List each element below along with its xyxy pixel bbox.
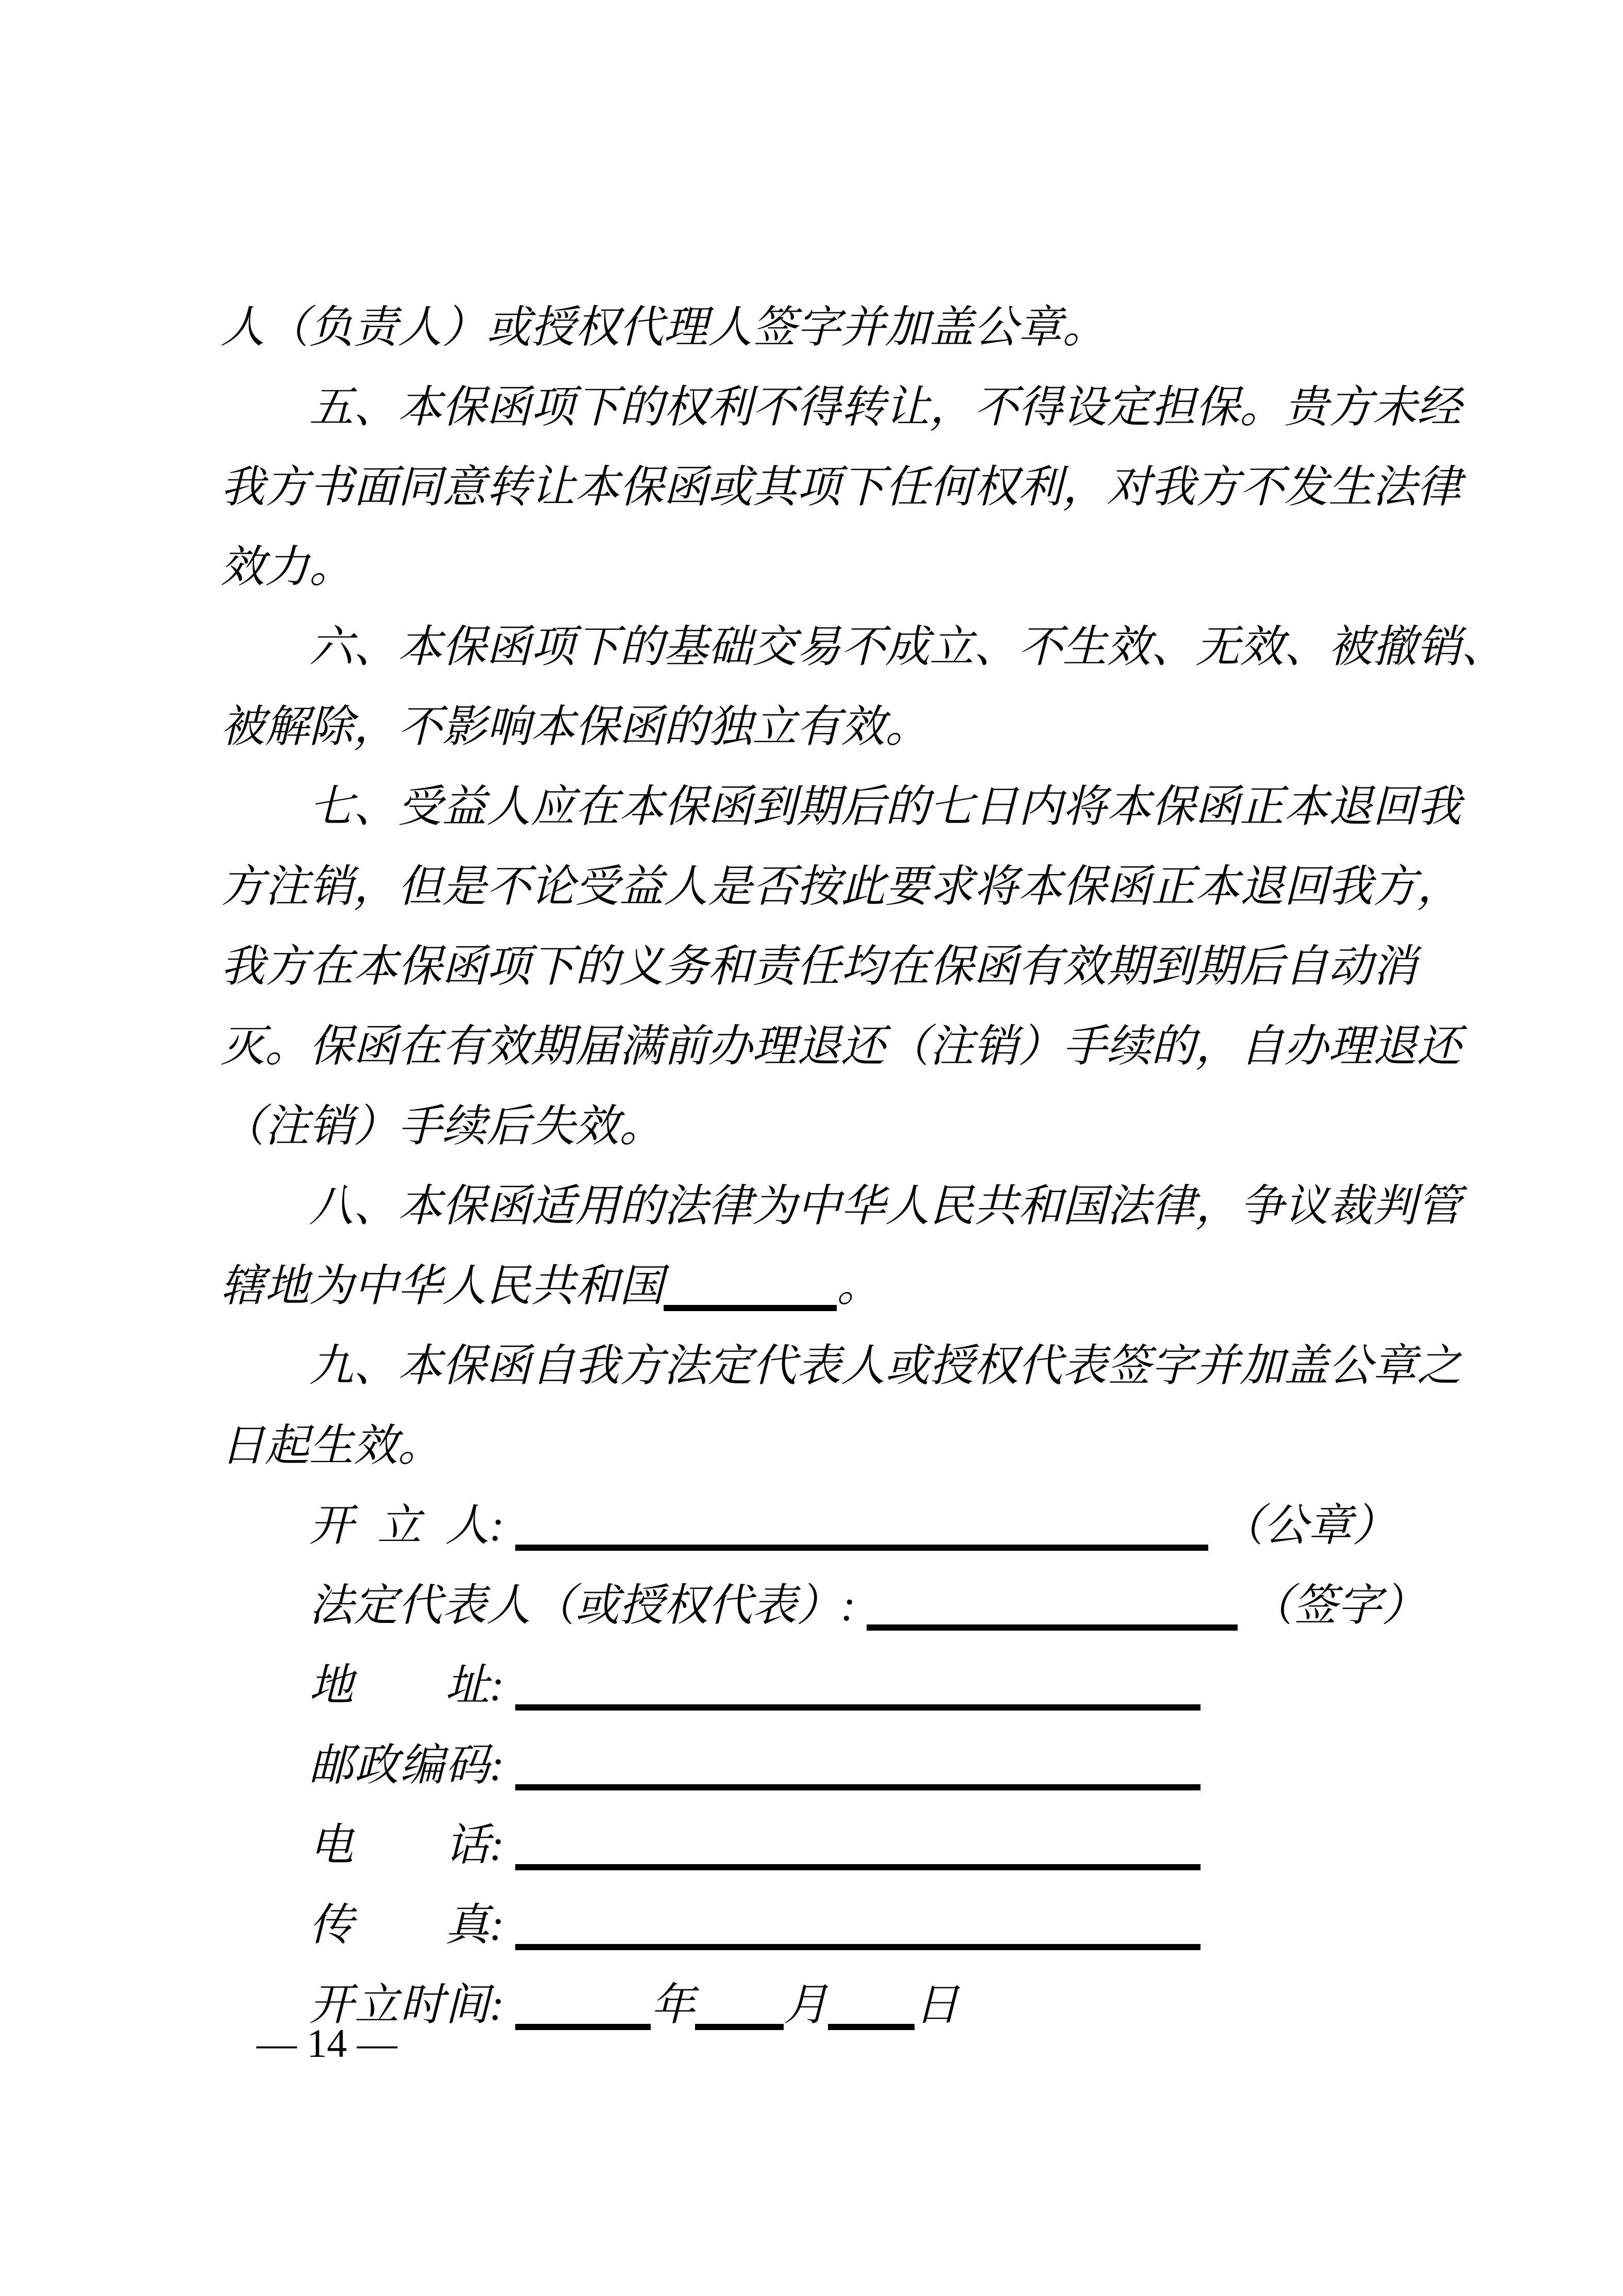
blank-field bbox=[828, 2024, 915, 2030]
blank-field bbox=[867, 1624, 1238, 1631]
field-label: 传真 bbox=[309, 1900, 489, 1950]
text-run: 我方在本保函项下的义务和责任均在保函有效期到期后自动消 bbox=[221, 942, 1417, 991]
blank-field bbox=[515, 1864, 1201, 1870]
fax-line bbox=[221, 1885, 1467, 1965]
issuer-line bbox=[221, 1486, 1467, 1566]
clause-6-line-2 bbox=[221, 687, 1467, 767]
clause-9-line-2 bbox=[221, 1406, 1467, 1486]
legal-representative-line bbox=[221, 1566, 1467, 1646]
text-run: : bbox=[489, 1980, 516, 2030]
address-line bbox=[221, 1646, 1467, 1725]
text-run: 八、本保函适用的法律为中华人民共和国法律，争议裁判管 bbox=[309, 1181, 1461, 1231]
text-run: 我方书面同意转让本保函或其项下任何权利，对我方不发生法律 bbox=[221, 462, 1461, 512]
text-run: （签字） bbox=[1238, 1581, 1426, 1630]
clause-8-line-1 bbox=[221, 1166, 1467, 1246]
text-run: : bbox=[489, 1661, 516, 1710]
text-run: 方注销，但是不论受益人是否按此要求将本保函正本退回我方， bbox=[221, 862, 1461, 911]
blank-field bbox=[695, 2024, 784, 2030]
field-label: 开立人 bbox=[309, 1501, 489, 1550]
clause-7-line-5 bbox=[221, 1086, 1467, 1166]
blank-field bbox=[515, 1784, 1201, 1790]
text-run: 。 bbox=[837, 1261, 881, 1311]
issue-date-line bbox=[221, 1965, 1467, 2045]
postal-code-line bbox=[221, 1725, 1467, 1805]
blank-field bbox=[515, 1704, 1201, 1711]
field-label: 地址 bbox=[309, 1661, 489, 1710]
blank-field bbox=[515, 1944, 1201, 1950]
clause-5-line-2 bbox=[221, 447, 1467, 527]
text-run: : bbox=[489, 1900, 516, 1950]
field-label: 邮政编码 bbox=[309, 1740, 489, 1790]
page-number: — 14 — bbox=[257, 2021, 397, 2066]
text-run: 日起生效。 bbox=[221, 1421, 442, 1470]
blank-field bbox=[515, 1545, 1208, 1551]
clause-6-line-1 bbox=[221, 607, 1506, 687]
text-run: : bbox=[489, 1820, 516, 1870]
clause-4-continuation bbox=[221, 288, 1467, 367]
field-label: 开立时间 bbox=[309, 1980, 489, 2030]
text-run: 人（负责人）或授权代理人签字并加盖公章。 bbox=[221, 303, 1107, 352]
text-run: 七、受益人应在本保函到期后的七日内将本保函正本退回我 bbox=[309, 782, 1461, 831]
text-run: : bbox=[489, 1501, 516, 1550]
text-run: 日 bbox=[915, 1980, 959, 2030]
text-run: 灭。保函在有效期届满前办理退还（注销）手续的，自办理退还 bbox=[221, 1021, 1461, 1071]
clause-7-line-3 bbox=[221, 927, 1467, 1007]
clause-7-line-1 bbox=[221, 767, 1467, 847]
clause-8-line-2 bbox=[221, 1246, 1467, 1326]
text-run: 效力。 bbox=[221, 542, 353, 592]
text-run: 被解除，不影响本保函的独立有效。 bbox=[221, 702, 929, 751]
text-run: 五、本保函项下的权利不得转让，不得设定担保。贵方未经 bbox=[309, 382, 1461, 432]
blank-field bbox=[515, 2024, 651, 2030]
clause-5-line-3 bbox=[221, 527, 1467, 607]
blank-field bbox=[664, 1305, 837, 1311]
text-run: 九、本保函自我方法定代表人或授权代表签字并加盖公章之 bbox=[309, 1341, 1461, 1390]
clause-7-line-2 bbox=[221, 847, 1467, 927]
text-run: 年 bbox=[651, 1980, 696, 2030]
clause-7-line-4 bbox=[221, 1007, 1467, 1086]
text-run: 法定代表人（或授权代表）: bbox=[309, 1581, 867, 1630]
clause-5-line-1 bbox=[221, 367, 1467, 447]
phone-line bbox=[221, 1805, 1467, 1885]
text-run: 六、本保函项下的基础交易不成立、不生效、无效、被撤销、 bbox=[309, 622, 1506, 672]
text-run: （注销）手续后失效。 bbox=[221, 1101, 664, 1151]
text-block bbox=[221, 288, 1506, 2045]
text-run: 月 bbox=[784, 1980, 829, 2030]
text-run: : bbox=[489, 1740, 516, 1790]
field-label: 电话 bbox=[309, 1820, 489, 1870]
text-run: 辖地为中华人民共和国 bbox=[221, 1261, 664, 1311]
clause-9-line-1 bbox=[221, 1326, 1467, 1406]
text-run: （公章） bbox=[1208, 1501, 1397, 1550]
